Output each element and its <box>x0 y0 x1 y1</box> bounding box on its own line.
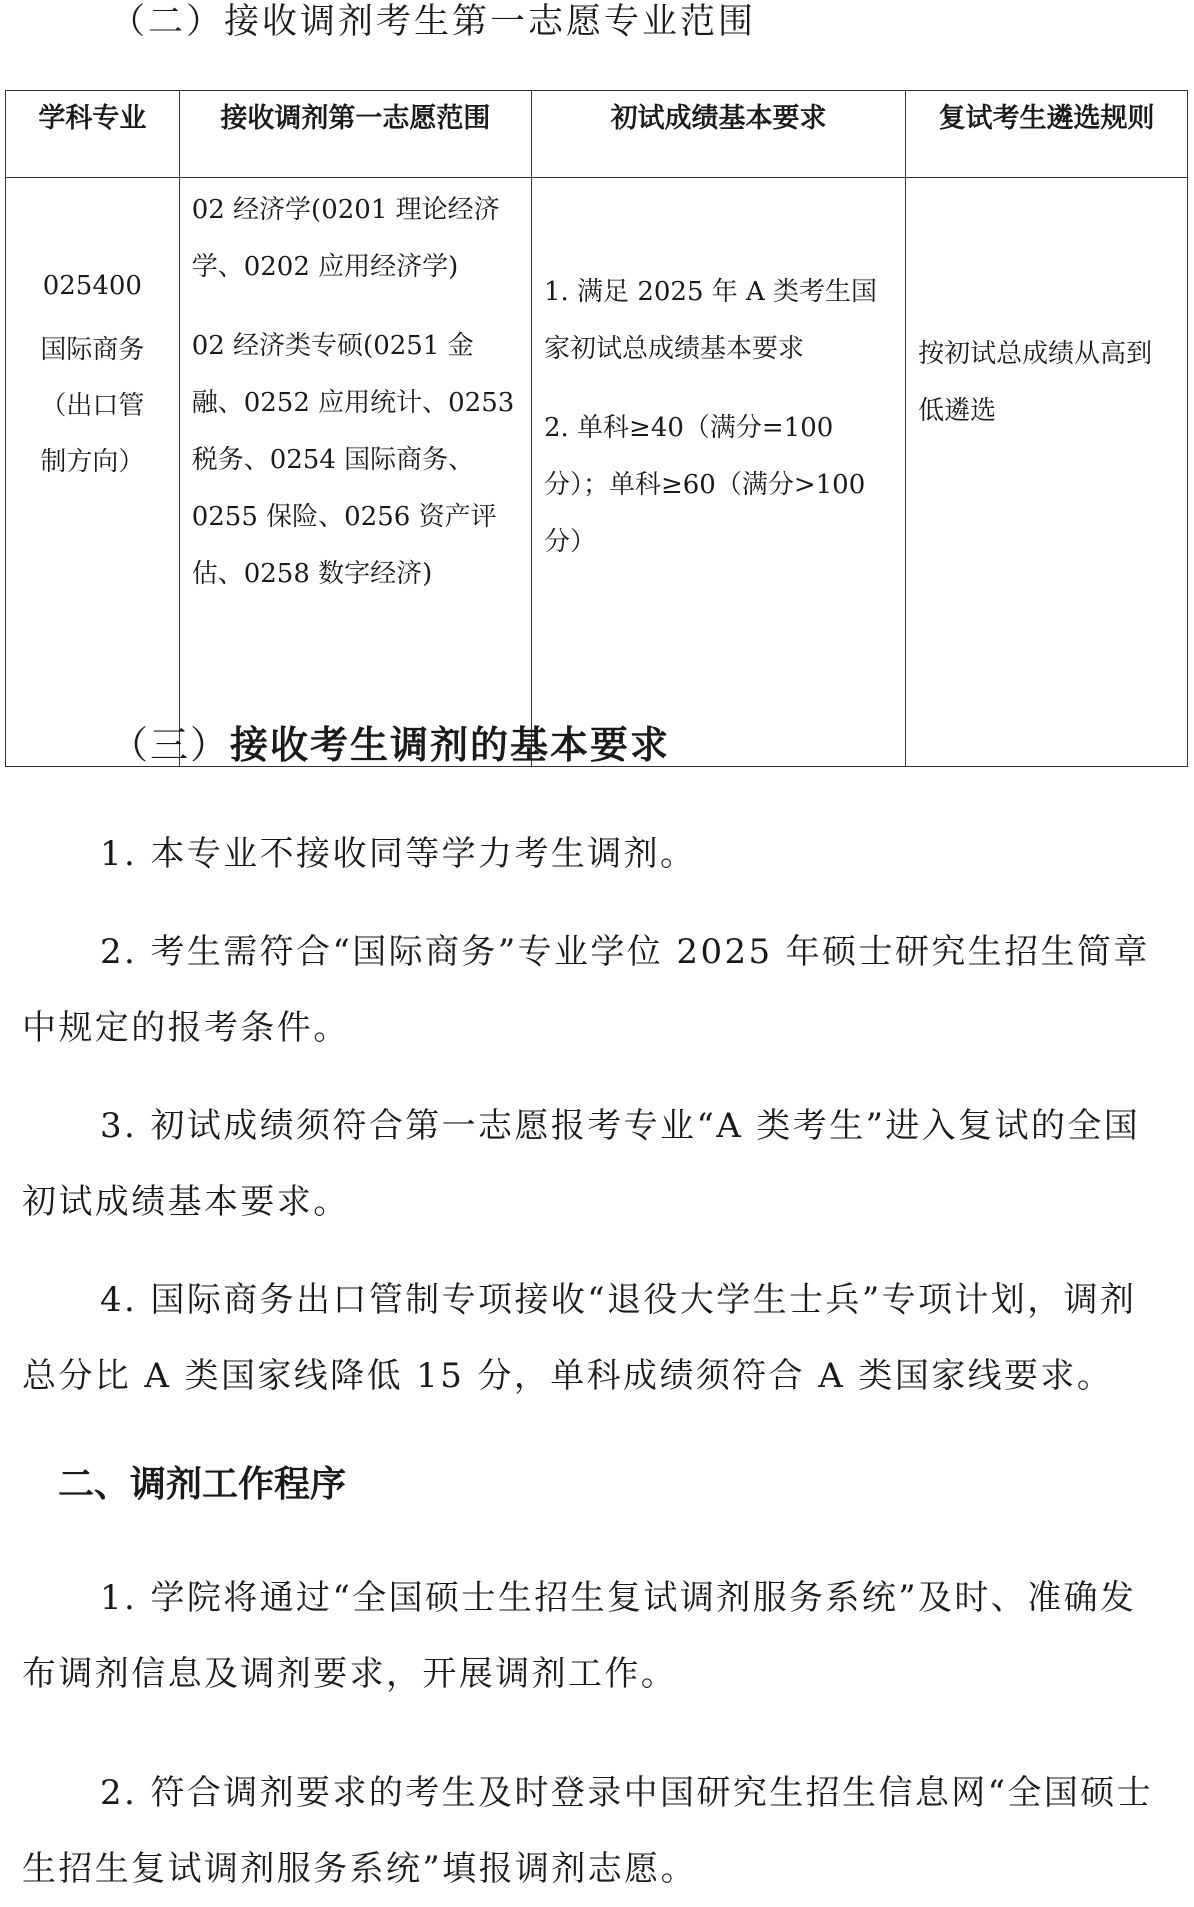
subject-name: 国际商务 <box>40 335 145 365</box>
subject-direction-2: 制方向） <box>40 447 145 477</box>
header-range: 接收调剂第一志愿范围 <box>179 91 531 178</box>
cell-score <box>531 178 905 767</box>
table-header-row <box>6 91 1188 178</box>
requirement-item-2: 2. 考生需符合“国际商务”专业学位 2025 年硕士研究生招生简章中规定的报考条件。 <box>22 932 1150 1048</box>
procedure-heading: 二、调剂工作程序 <box>58 1464 347 1505</box>
section-heading-2: （二）接收调剂考生第一志愿专业范围 <box>110 2 757 42</box>
header-subject: 学科专业 <box>6 91 180 178</box>
range-professional: 02 经济类专硕(0251 金融、0252 应用统计、0253 税务、0254 国际商务、0255 保险、0256 资产评估、0258 数字经济) <box>191 331 515 589</box>
requirement-item-1: 1. 本专业不接收同等学力考生调剂。 <box>100 834 697 874</box>
range-economics: 02 经济学(0201 理论经济学、0202 应用经济学) <box>191 195 500 282</box>
procedure-item-1: 1. 学院将通过“全国硕士生招生复试调剂服务系统”及时、准确发布调剂信息及调剂要求，开展调剂工作。 <box>22 1578 1137 1694</box>
requirement-item-4: 4. 国际商务出口管制专项接收“退役大学生士兵”专项计划，调剂总分比 A 类国家线降低 15 分，单科成绩须符合 A 类国家线要求。 <box>22 1280 1137 1396</box>
cell-rule <box>906 178 1188 767</box>
score-single: 2. 单科≥40（满分=100 分）；单科≥60（满分>100 分） <box>543 413 866 557</box>
rule-text: 按初试总成绩从高到低遴选 <box>918 339 1153 426</box>
requirement-item-3: 3. 初试成绩须符合第一志愿报考专业“A 类考生”进入复试的全国初试成绩基本要求。 <box>22 1106 1141 1222</box>
score-total: 1. 满足 2025 年 A 类考生国家初试总成绩基本要求 <box>543 277 878 364</box>
header-score: 初试成绩基本要求 <box>531 91 905 178</box>
subject-code: 025400 <box>42 271 142 301</box>
header-rule: 复试考生遴选规则 <box>906 91 1188 178</box>
section-3-title: 接收考生调剂的基本要求 <box>230 723 671 767</box>
cell-subject <box>6 178 180 767</box>
procedure-item-2: 2. 符合调剂要求的考生及时登录中国研究生招生信息网“全国硕士生招生复试调剂服务系统”填报调剂志愿。 <box>22 1773 1154 1889</box>
requirements-table <box>5 90 1188 767</box>
table-row <box>6 178 1188 767</box>
section-heading-3 <box>110 720 670 770</box>
subject-direction: （出口管 <box>40 391 145 421</box>
cell-range <box>179 178 531 767</box>
section-3-prefix: （三） <box>110 723 231 767</box>
